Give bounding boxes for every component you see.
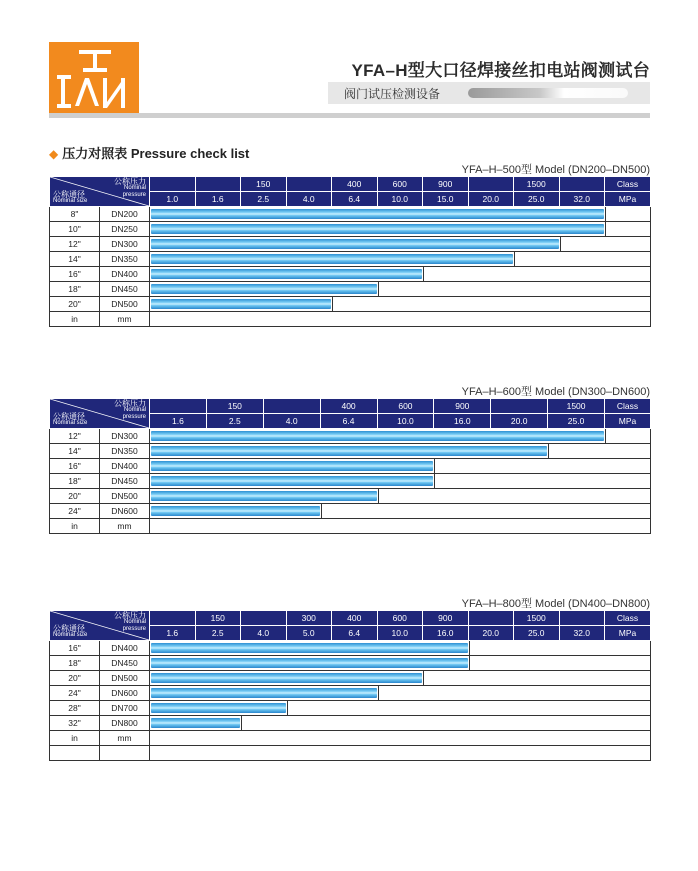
subtitle: 阀门试压检测设备 (344, 87, 441, 101)
table-row (50, 429, 651, 444)
nominal-dn-cell: DN600 (100, 686, 150, 701)
class-header-cell: 150 (206, 399, 263, 414)
class-header-cell (150, 611, 196, 626)
class-header-cell: 900 (423, 177, 469, 192)
pressure-bar-cell (150, 746, 651, 761)
nominal-inch-cell: in (50, 731, 100, 746)
pressure-bar-cell (150, 519, 651, 534)
nominal-dn-cell: DN350 (100, 252, 150, 267)
nominal-dn-cell: DN300 (100, 237, 150, 252)
pressure-range-bar (151, 461, 433, 471)
mpa-header-cell: 2.5 (241, 192, 287, 207)
class-header-cell: 400 (332, 177, 378, 192)
pressure-bar-cell (150, 716, 651, 731)
nominal-inch-cell: 20" (50, 671, 100, 686)
pressure-range-end-line (241, 716, 242, 730)
corner-pressure-en1: Nominal (123, 407, 146, 413)
pressure-bar-cell (150, 444, 651, 459)
mpa-header-cell: 2.5 (206, 414, 263, 429)
pressure-range-end-line (560, 237, 561, 251)
page-title: YFA–H型大口径焊接丝扣电站阀测试台 (351, 61, 650, 80)
header-divider (49, 113, 650, 118)
nominal-dn-cell: DN500 (100, 489, 150, 504)
pressure-range-end-line (321, 504, 322, 518)
pressure-bar-cell (150, 671, 651, 686)
pressure-range-end-line (605, 207, 606, 221)
mpa-header-cell: 1.0 (150, 192, 196, 207)
table-corner-header (50, 611, 150, 641)
nominal-dn-cell: mm (100, 519, 150, 534)
pressure-range-end-line (332, 297, 333, 311)
corner-size-en: Nominal size (53, 632, 88, 638)
pressure-range-bar (151, 269, 422, 279)
pressure-bar-cell (150, 312, 651, 327)
pressure-range-bar (151, 658, 468, 668)
pressure-bar-cell (150, 429, 651, 444)
corner-size-cn: 公称通径 (53, 412, 85, 421)
nominal-dn-cell: DN400 (100, 267, 150, 282)
pressure-range-bar (151, 506, 320, 516)
pressure-range-bar (151, 673, 422, 683)
table-row (50, 252, 651, 267)
class-header-cell (286, 177, 332, 192)
pressure-table (49, 610, 651, 761)
nominal-dn-cell: DN600 (100, 504, 150, 519)
pressure-range-bar (151, 491, 377, 501)
pressure-range-end-line (469, 641, 470, 655)
table-row (50, 282, 651, 297)
company-logo (49, 42, 139, 118)
class-header-cell (263, 399, 320, 414)
table-row (50, 656, 651, 671)
section-heading-text: 压力对照表 Pressure check list (62, 146, 250, 161)
pressure-range-bar (151, 431, 604, 441)
pressure-bar-cell (150, 267, 651, 282)
diamond-icon: ◆ (49, 147, 59, 161)
class-header-cell: 1500 (548, 399, 605, 414)
mpa-header-cell: 20.0 (468, 626, 514, 641)
table-row (50, 312, 651, 327)
class-header-cell: 400 (332, 611, 378, 626)
pressure-range-end-line (469, 656, 470, 670)
pressure-range-bar (151, 688, 377, 698)
mpa-header-cell: 15.0 (423, 192, 469, 207)
nominal-inch-cell: 18" (50, 474, 100, 489)
mpa-header-cell: 2.5 (195, 626, 241, 641)
table-row (50, 641, 651, 656)
pressure-range-end-line (423, 267, 424, 281)
class-header-cell: Class (605, 177, 651, 192)
class-header-cell: 150 (241, 177, 287, 192)
nominal-dn-cell: DN450 (100, 282, 150, 297)
pressure-bar-cell (150, 504, 651, 519)
nominal-dn-cell: DN300 (100, 429, 150, 444)
pressure-range-bar (151, 446, 547, 456)
pressure-range-bar (151, 284, 377, 294)
pressure-range-end-line (434, 474, 435, 488)
pressure-table (49, 398, 651, 534)
class-header-cell (468, 611, 514, 626)
class-header-cell: 300 (286, 611, 332, 626)
pressure-range-end-line (423, 671, 424, 685)
nominal-dn-cell: mm (100, 731, 150, 746)
nominal-inch-cell: 16" (50, 641, 100, 656)
pressure-range-bar (151, 239, 559, 249)
table-row (50, 297, 651, 312)
nominal-inch-cell: 18" (50, 282, 100, 297)
mpa-header-cell: 25.0 (548, 414, 605, 429)
pressure-bar-cell (150, 207, 651, 222)
table-row (50, 267, 651, 282)
nominal-dn-cell: mm (100, 312, 150, 327)
table-row (50, 671, 651, 686)
pressure-range-end-line (378, 686, 379, 700)
class-header-cell (241, 611, 287, 626)
corner-pressure-en2: pressure (122, 626, 146, 632)
nominal-inch-cell: in (50, 312, 100, 327)
mpa-header-cell: MPa (605, 414, 651, 429)
class-header-cell: Class (605, 611, 651, 626)
class-header-cell (195, 177, 241, 192)
table-row (50, 731, 651, 746)
mpa-header-cell: 20.0 (468, 192, 514, 207)
mpa-header-cell: 16.0 (434, 414, 491, 429)
nominal-inch-cell: 8" (50, 207, 100, 222)
nominal-dn-cell: DN400 (100, 641, 150, 656)
mpa-header-cell: 4.0 (286, 192, 332, 207)
nominal-inch-cell (50, 746, 100, 761)
class-header-cell: 600 (377, 399, 434, 414)
nominal-inch-cell: 14" (50, 444, 100, 459)
logo-glyph (49, 42, 139, 118)
nominal-inch-cell: 18" (50, 656, 100, 671)
table-row (50, 701, 651, 716)
table-row (50, 519, 651, 534)
pressure-range-end-line (548, 444, 549, 458)
mpa-header-cell: 10.0 (377, 192, 423, 207)
class-header-cell: 600 (377, 611, 423, 626)
mpa-header-cell: 32.0 (559, 626, 605, 641)
corner-pressure-en1: Nominal (123, 619, 146, 625)
mpa-header-cell: 25.0 (514, 192, 560, 207)
class-header-cell: 150 (195, 611, 241, 626)
nominal-dn-cell: DN200 (100, 207, 150, 222)
nominal-dn-cell: DN700 (100, 701, 150, 716)
pressure-bar-cell (150, 656, 651, 671)
class-header-cell (150, 177, 196, 192)
nominal-inch-cell: 10" (50, 222, 100, 237)
pressure-range-end-line (378, 282, 379, 296)
class-header-cell: 1500 (514, 611, 560, 626)
nominal-inch-cell: 20" (50, 297, 100, 312)
pressure-bar-cell (150, 731, 651, 746)
pressure-range-end-line (287, 701, 288, 715)
nominal-inch-cell: 12" (50, 429, 100, 444)
pressure-bar-cell (150, 474, 651, 489)
pressure-table (49, 176, 651, 327)
nominal-dn-cell: DN500 (100, 671, 150, 686)
pressure-bar-cell (150, 489, 651, 504)
corner-size-cn: 公称通径 (53, 624, 85, 633)
pressure-range-end-line (605, 222, 606, 236)
nominal-inch-cell: 12" (50, 237, 100, 252)
mpa-header-cell: 25.0 (514, 626, 560, 641)
pressure-bar-cell (150, 701, 651, 716)
mpa-header-cell: 32.0 (559, 192, 605, 207)
pressure-bar-cell (150, 297, 651, 312)
pressure-range-end-line (605, 429, 606, 443)
mpa-header-cell: 6.4 (320, 414, 377, 429)
pressure-bar-cell (150, 686, 651, 701)
corner-pressure-en2: pressure (122, 192, 146, 198)
mpa-header-cell: 10.0 (377, 414, 434, 429)
mpa-header-cell: 4.0 (241, 626, 287, 641)
nominal-inch-cell: 20" (50, 489, 100, 504)
nominal-dn-cell (100, 746, 150, 761)
table-corner-header (50, 399, 150, 429)
class-header-cell: 600 (377, 177, 423, 192)
pressure-range-bar (151, 476, 433, 486)
nominal-dn-cell: DN450 (100, 474, 150, 489)
class-header-cell (559, 177, 605, 192)
nominal-inch-cell: in (50, 519, 100, 534)
class-header-cell (559, 611, 605, 626)
mpa-header-cell: MPa (605, 626, 651, 641)
pressure-range-bar (151, 299, 331, 309)
mpa-header-cell: 20.0 (491, 414, 548, 429)
class-header-cell (468, 177, 514, 192)
table-corner-header (50, 177, 150, 207)
mpa-header-cell: 1.6 (150, 626, 196, 641)
class-header-cell (150, 399, 207, 414)
corner-pressure-cn: 公称压力 (114, 177, 146, 186)
redacted-text (468, 88, 628, 98)
corner-pressure-cn: 公称压力 (114, 399, 146, 408)
nominal-inch-cell: 16" (50, 459, 100, 474)
mpa-header-cell: 5.0 (286, 626, 332, 641)
model-label: YFA–H–800型 Model (DN400–DN800) (461, 598, 650, 610)
pressure-bar-cell (150, 459, 651, 474)
pressure-bar-cell (150, 641, 651, 656)
nominal-dn-cell: DN250 (100, 222, 150, 237)
table-row (50, 444, 651, 459)
class-header-cell: 900 (423, 611, 469, 626)
class-header-cell: 900 (434, 399, 491, 414)
pressure-range-bar (151, 224, 604, 234)
table-row (50, 716, 651, 731)
pressure-range-end-line (378, 489, 379, 503)
model-label: YFA–H–500型 Model (DN200–DN500) (461, 164, 650, 176)
table-row (50, 459, 651, 474)
mpa-header-cell: MPa (605, 192, 651, 207)
nominal-dn-cell: DN500 (100, 297, 150, 312)
nominal-inch-cell: 14" (50, 252, 100, 267)
nominal-dn-cell: DN800 (100, 716, 150, 731)
mpa-header-cell: 1.6 (150, 414, 207, 429)
table-row (50, 746, 651, 761)
class-header-cell (491, 399, 548, 414)
nominal-inch-cell: 32" (50, 716, 100, 731)
pressure-bar-cell (150, 282, 651, 297)
mpa-header-cell: 16.0 (423, 626, 469, 641)
model-label: YFA–H–600型 Model (DN300–DN600) (461, 386, 650, 398)
nominal-dn-cell: DN350 (100, 444, 150, 459)
table-row (50, 237, 651, 252)
pressure-bar-cell (150, 237, 651, 252)
pressure-range-bar (151, 703, 286, 713)
nominal-dn-cell: DN450 (100, 656, 150, 671)
pressure-range-bar (151, 718, 240, 728)
corner-pressure-en1: Nominal (123, 185, 146, 191)
mpa-header-cell: 6.4 (332, 626, 378, 641)
corner-size-en: Nominal size (53, 198, 88, 204)
nominal-dn-cell: DN400 (100, 459, 150, 474)
table-row (50, 686, 651, 701)
corner-pressure-en2: pressure (122, 414, 146, 420)
pressure-bar-cell (150, 222, 651, 237)
mpa-header-cell: 4.0 (263, 414, 320, 429)
table-row (50, 474, 651, 489)
table-row (50, 222, 651, 237)
mpa-header-cell: 1.6 (195, 192, 241, 207)
class-header-cell: 1500 (514, 177, 560, 192)
nominal-inch-cell: 24" (50, 686, 100, 701)
subtitle-bar (328, 82, 650, 104)
nominal-inch-cell: 28" (50, 701, 100, 716)
section-heading (49, 143, 249, 162)
table-row (50, 504, 651, 519)
mpa-header-cell: 6.4 (332, 192, 378, 207)
table-row (50, 489, 651, 504)
mpa-header-cell: 10.0 (377, 626, 423, 641)
corner-size-en: Nominal size (53, 420, 88, 426)
pressure-range-bar (151, 254, 513, 264)
corner-pressure-cn: 公称压力 (114, 611, 146, 620)
corner-size-cn: 公称通径 (53, 190, 85, 199)
class-header-cell: Class (605, 399, 651, 414)
table-row (50, 207, 651, 222)
pressure-bar-cell (150, 252, 651, 267)
pressure-range-end-line (514, 252, 515, 266)
nominal-inch-cell: 24" (50, 504, 100, 519)
pressure-range-bar (151, 643, 468, 653)
pressure-range-bar (151, 209, 604, 219)
pressure-range-end-line (434, 459, 435, 473)
class-header-cell: 400 (320, 399, 377, 414)
nominal-inch-cell: 16" (50, 267, 100, 282)
